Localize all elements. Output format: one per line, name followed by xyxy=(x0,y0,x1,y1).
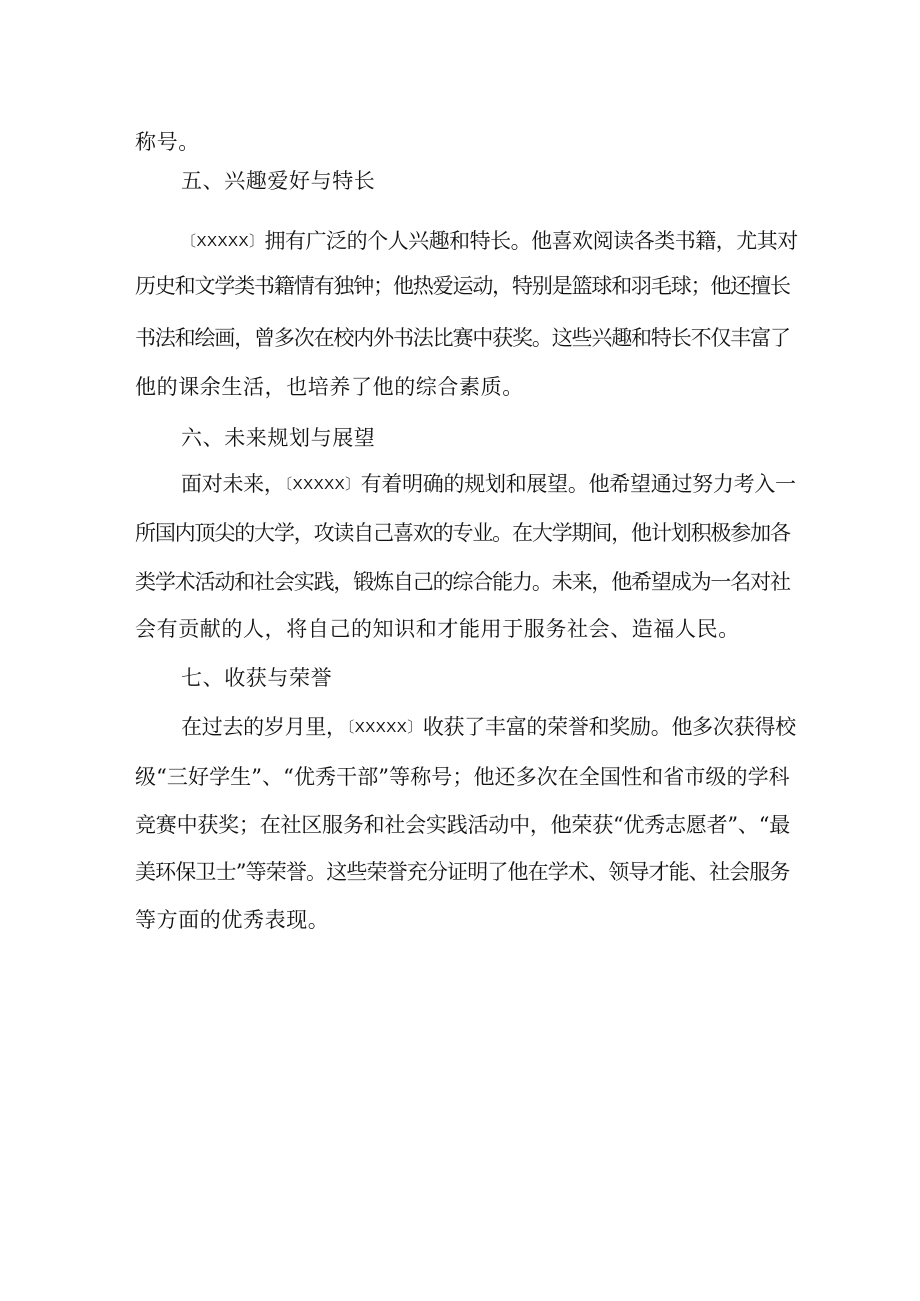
line-text: 在过去的岁月里， xyxy=(181,715,347,739)
line-text: 有着明确的规划和展望。他希望通过努力考入一 xyxy=(360,472,796,496)
text-line xyxy=(181,712,796,743)
text-line: 会有贡献的人，将自己的知识和才能用于服务社会、造福人民。 xyxy=(135,617,740,641)
line-text: 收获了丰富的荣誉和奖励。他多次获得校 xyxy=(422,715,796,739)
text-line: 等方面的优秀表现。 xyxy=(135,908,330,932)
name-placeholder: 〔XXXXX〕 xyxy=(284,476,361,493)
text-line: 历史和文学类书籍情有独钟；他热爱运动，特别是篮球和羽毛球；他还擅长 xyxy=(135,274,790,298)
text-line: 他的课余生活，也培养了他的综合素质。 xyxy=(135,375,524,399)
text-line: 书法和绘画，曾多次在校内外书法比赛中获奖。这些兴趣和特长不仅丰富了 xyxy=(135,326,790,350)
line-text: 面对未来， xyxy=(181,472,285,496)
line-text: 拥有广泛的个人兴趣和特长。他喜欢阅读各类书籍，尤其对 xyxy=(264,229,798,253)
text-line: 所国内顶尖的大学，攻读自己喜欢的专业。在大学期间，他计划积极参加各 xyxy=(135,521,790,545)
text-line: 美环保卫士”等荣誉。这些荣誉充分证明了他在学术、领导才能、社会服务 xyxy=(135,860,790,884)
text-line: 竞赛中获奖；在社区服务和社会实践活动中，他荣获“优秀志愿者”、“最 xyxy=(135,813,791,837)
text-line xyxy=(181,469,796,500)
text-line xyxy=(181,226,798,257)
section-heading: 五、兴趣爱好与特长 xyxy=(181,169,376,193)
text-line: 类学术活动和社会实践，锻炼自己的综合能力。未来，他希望成为一名对社 xyxy=(135,570,790,594)
paragraph-fragment: 称号。 xyxy=(135,130,200,154)
text-line: 级“三好学生”、“优秀干部”等称号；他还多次在全国性和省市级的学科 xyxy=(135,765,790,789)
section-heading: 七、收获与荣誉 xyxy=(181,666,333,690)
text-line xyxy=(135,127,200,157)
name-placeholder: 〔XXXXX〕 xyxy=(181,233,265,250)
section-heading: 六、未来规划与展望 xyxy=(181,426,376,450)
name-placeholder: 〔XXXXX〕 xyxy=(346,719,423,736)
